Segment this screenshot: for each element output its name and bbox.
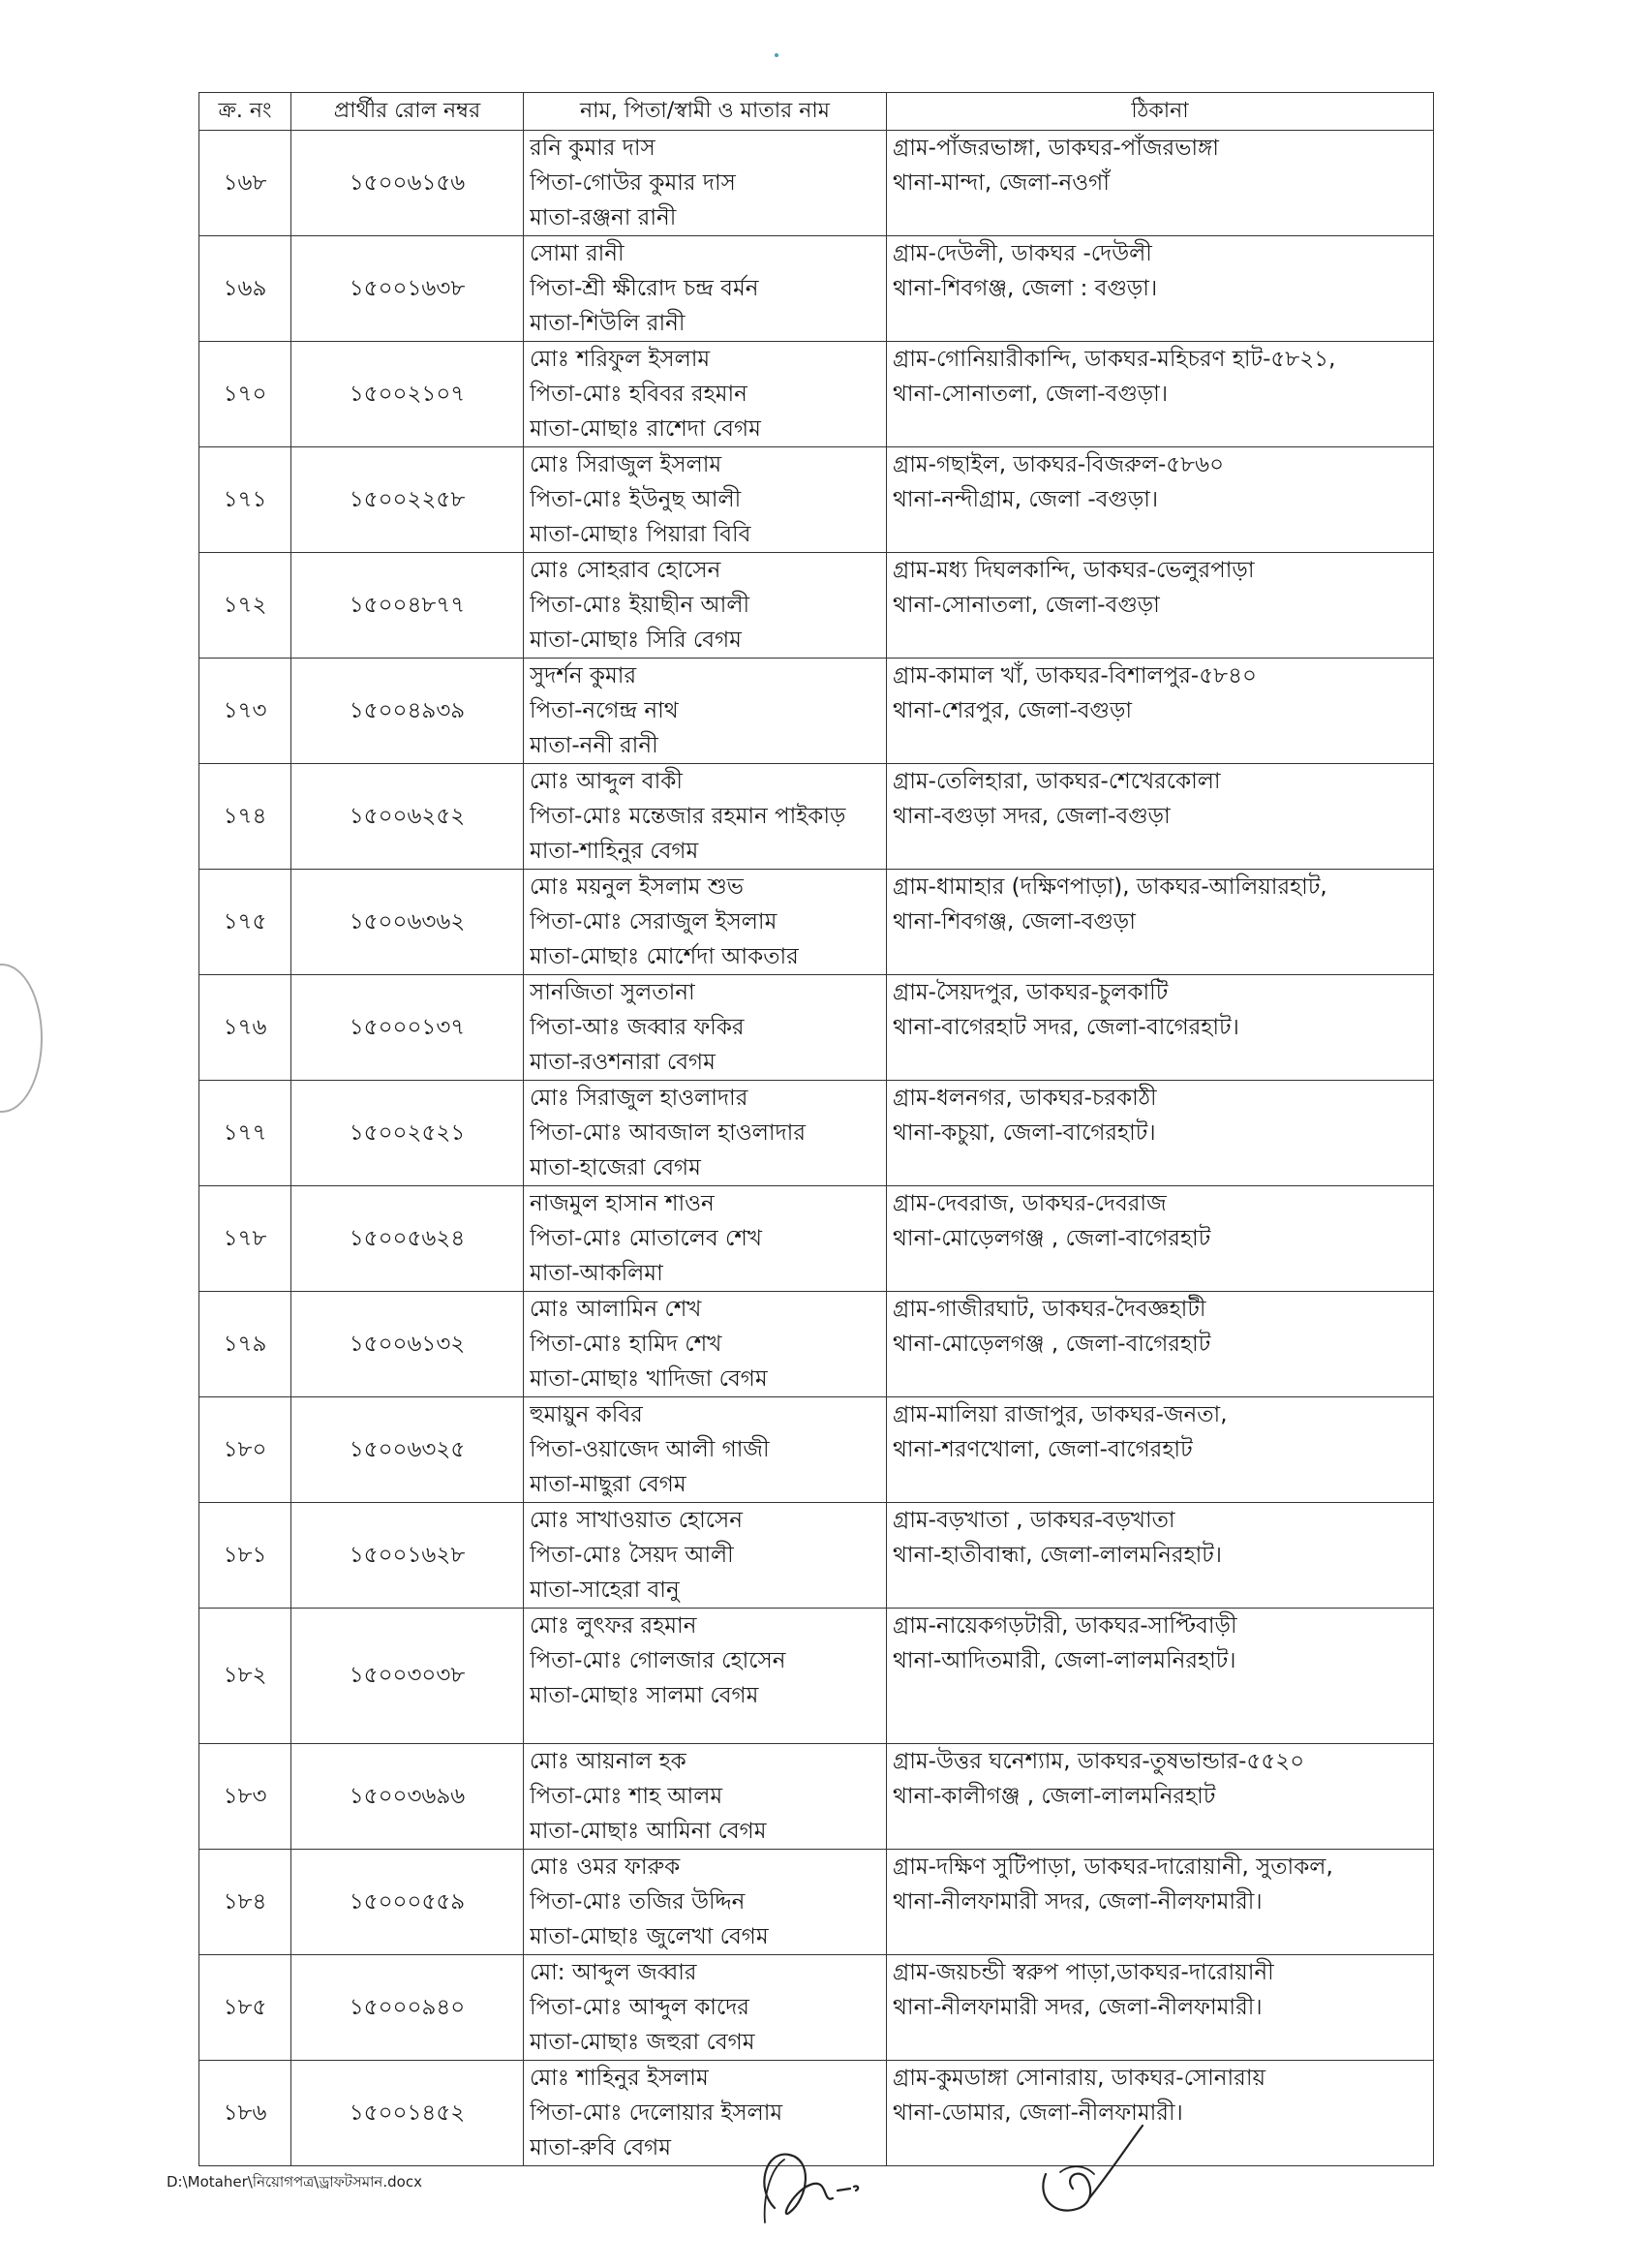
father-name: পিতা-গোউর কুমার দাস xyxy=(530,170,736,196)
mother-name: মাতা-শাহিনুর বেগম xyxy=(530,839,699,864)
table-row xyxy=(199,764,1434,870)
father-name: পিতা-মোঃ তজির উদ্দিন xyxy=(530,1889,746,1915)
row-address xyxy=(887,1850,1434,1955)
candidate-name: মোঃ সোহরাব হোসেন xyxy=(530,558,721,583)
row-roll-number: ১৫০০৪৮৭৭ xyxy=(291,553,524,659)
table-row xyxy=(199,1955,1434,2061)
mother-name: মাতা-মোছাঃ মোর্শেদা আকতার xyxy=(530,944,799,969)
candidate-name: মোঃ সাখাওয়াত হোসেন xyxy=(530,1508,743,1533)
row-address xyxy=(887,1609,1434,1744)
row-serial: ১৮৩ xyxy=(199,1744,291,1850)
mother-name: মাতা-মোছাঃ আমিনা বেগম xyxy=(530,1819,767,1844)
table-row xyxy=(199,1397,1434,1503)
row-serial: ১৭৩ xyxy=(199,659,291,764)
address-district-line: থানা-হাতীবান্ধা, জেলা-লালমনিরহাট। xyxy=(893,1543,1223,1568)
address-village-line: গ্রাম-তেলিহারা, ডাকঘর-শেখেরকোলা xyxy=(893,769,1221,794)
table-row xyxy=(199,870,1434,975)
row-roll-number: ১৫০০০৫৫৯ xyxy=(291,1850,524,1955)
address-village-line: গ্রাম-নায়েকগড়টারী, ডাকঘর-সাপ্টিবাড়ী xyxy=(893,1613,1237,1639)
row-serial: ১৭৬ xyxy=(199,975,291,1081)
row-roll-number: ১৫০০০১৩৭ xyxy=(291,975,524,1081)
header-roll: প্রার্থীর রোল নম্বর xyxy=(291,93,524,131)
row-roll-number: ১৫০০২১০৭ xyxy=(291,342,524,447)
candidate-name: মোঃ সিরাজুল হাওলাদার xyxy=(530,1086,748,1111)
row-serial: ১৭৮ xyxy=(199,1186,291,1292)
father-name: পিতা-মোঃ আবজাল হাওলাদার xyxy=(530,1120,806,1146)
row-address xyxy=(887,764,1434,870)
row-roll-number: ১৫০০৩০৩৮ xyxy=(291,1609,524,1744)
row-serial: ১৭৭ xyxy=(199,1081,291,1186)
row-roll-number: ১৫০০৬১৫৬ xyxy=(291,131,524,236)
mother-name: মাতা-হাজেরা বেগম xyxy=(530,1155,701,1180)
table-row xyxy=(199,1081,1434,1186)
row-roll-number: ১৫০০২৫২১ xyxy=(291,1081,524,1186)
mother-name: মাতা-মোছাঃ খাদিজা বেগম xyxy=(530,1366,768,1392)
row-serial: ১৭৪ xyxy=(199,764,291,870)
table-row xyxy=(199,1186,1434,1292)
signature-right xyxy=(1017,2116,1172,2232)
row-address xyxy=(887,131,1434,236)
scan-speck xyxy=(775,53,778,57)
candidate-name: মো: আব্দুল জব্বার xyxy=(530,1960,697,1985)
address-district-line: থানা-নীলফামারী সদর, জেলা-নীলফামারী। xyxy=(893,1995,1263,2020)
address-village-line: গ্রাম-সৈয়দপুর, ডাকঘর-চুলকাটি xyxy=(893,980,1169,1005)
mother-name: মাতা-ননী রানী xyxy=(530,733,658,758)
address-village-line: গ্রাম-দেউলী, ডাকঘর -দেউলী xyxy=(893,241,1152,266)
address-district-line: থানা-মোড়েলগঞ্জ , জেলা-বাগেরহাট xyxy=(893,1226,1211,1251)
father-name: পিতা-নগেন্দ্র নাথ xyxy=(530,698,679,723)
row-names xyxy=(524,447,887,553)
row-serial: ১৮৪ xyxy=(199,1850,291,1955)
table-row xyxy=(199,659,1434,764)
row-roll-number: ১৫০০৪৯৩৯ xyxy=(291,659,524,764)
address-village-line: গ্রাম-গছাইল, ডাকঘর-বিজরুল-৫৮৬০ xyxy=(893,452,1225,477)
father-name: পিতা-মোঃ হামিদ শেখ xyxy=(530,1332,722,1357)
row-names xyxy=(524,1955,887,2061)
address-village-line: গ্রাম-কামাল খাঁ, ডাকঘর-বিশালপুর-৫৮৪০ xyxy=(893,663,1257,689)
address-district-line: থানা-নীলফামারী সদর, জেলা-নীলফামারী। xyxy=(893,1889,1263,1915)
mother-name: মাতা-মোছাঃ সিরি বেগম xyxy=(530,628,742,653)
row-names xyxy=(524,659,887,764)
row-address xyxy=(887,1186,1434,1292)
mother-name: মাতা-মোছাঃ রাশেদা বেগম xyxy=(530,416,761,442)
table-row xyxy=(199,1292,1434,1397)
father-name: পিতা-মোঃ মোতালেব শেখ xyxy=(530,1226,763,1251)
address-village-line: গ্রাম-দক্ষিণ সুটিপাড়া, ডাকঘর-দারোয়ানী, সুতাকল, xyxy=(893,1854,1333,1880)
row-names xyxy=(524,1186,887,1292)
table-row xyxy=(199,236,1434,342)
row-address xyxy=(887,1503,1434,1609)
signature-left xyxy=(736,2130,891,2237)
mother-name: মাতা-রুবি বেগম xyxy=(530,2135,671,2161)
row-serial: ১৮২ xyxy=(199,1609,291,1744)
row-names xyxy=(524,1081,887,1186)
row-address xyxy=(887,342,1434,447)
candidate-name: সোমা রানী xyxy=(530,241,625,266)
row-serial: ১৭২ xyxy=(199,553,291,659)
row-roll-number: ১৫০০২২৫৮ xyxy=(291,447,524,553)
mother-name: মাতা-মোছাঃ জহুরা বেগম xyxy=(530,2030,755,2055)
row-names xyxy=(524,236,887,342)
row-address xyxy=(887,236,1434,342)
candidate-name: মোঃ ময়নুল ইসলাম শুভ xyxy=(530,874,744,900)
row-serial: ১৮৬ xyxy=(199,2061,291,2166)
address-district-line: থানা-কচুয়া, জেলা-বাগেরহাট। xyxy=(893,1120,1156,1146)
header-address: ঠিকানা xyxy=(887,93,1434,131)
row-names xyxy=(524,870,887,975)
row-serial: ১৭১ xyxy=(199,447,291,553)
header-serial: ক্র. নং xyxy=(199,93,291,131)
candidate-name: মোঃ আয়নাল হক xyxy=(530,1749,686,1774)
row-names xyxy=(524,1397,887,1503)
address-district-line: থানা-বাগেরহাট সদর, জেলা-বাগেরহাট। xyxy=(893,1015,1239,1040)
row-roll-number: ১৫০০৩৬৯৬ xyxy=(291,1744,524,1850)
address-village-line: গ্রাম-দেবরাজ, ডাকঘর-দেবরাজ xyxy=(893,1191,1167,1216)
table-row xyxy=(199,1744,1434,1850)
row-serial: ১৬৯ xyxy=(199,236,291,342)
address-village-line: গ্রাম-গাজীরঘাট, ডাকঘর-দৈবজ্ঞহাটী xyxy=(893,1297,1206,1322)
candidate-name: মোঃ আলামিন শেখ xyxy=(530,1297,702,1322)
father-name: পিতা-মোঃ হবিবর রহমান xyxy=(530,382,747,407)
row-roll-number: ১৫০০০৯৪০ xyxy=(291,1955,524,2061)
candidate-name: মোঃ সিরাজুল ইসলাম xyxy=(530,452,722,477)
father-name: পিতা-মোঃ শাহ আলম xyxy=(530,1784,723,1809)
table-row xyxy=(199,447,1434,553)
candidate-name: মোঃ শাহিনুর ইসলাম xyxy=(530,2066,709,2091)
candidate-name: রনি কুমার দাস xyxy=(530,136,655,161)
row-names xyxy=(524,1609,887,1744)
row-roll-number: ১৫০০৬২৫২ xyxy=(291,764,524,870)
candidate-name: হুমায়ুন কবির xyxy=(530,1402,643,1427)
row-names xyxy=(524,553,887,659)
candidate-table xyxy=(198,92,1434,2166)
mother-name: মাতা-রওশনারা বেগম xyxy=(530,1050,716,1075)
mother-name: মাতা-মাছুরা বেগম xyxy=(530,1472,686,1497)
table-row xyxy=(199,342,1434,447)
candidate-name: মোঃ ওমর ফারুক xyxy=(530,1854,681,1880)
father-name: পিতা-মোঃ দেলোয়ার ইসলাম xyxy=(530,2100,783,2126)
row-roll-number: ১৫০০৫৬২৪ xyxy=(291,1186,524,1292)
address-village-line: গ্রাম-উত্তর ঘনেশ্যাম, ডাকঘর-তুষভান্ডার-৫৫২০ xyxy=(893,1749,1305,1774)
father-name: পিতা-মোঃ সেরাজুল ইসলাম xyxy=(530,909,777,935)
mother-name: মাতা-মোছাঃ জুলেখা বেগম xyxy=(530,1924,769,1949)
address-village-line: গ্রাম-ধলনগর, ডাকঘর-চরকাঠী xyxy=(893,1086,1157,1111)
row-serial: ১৭৫ xyxy=(199,870,291,975)
row-roll-number: ১৫০০৬৩২৫ xyxy=(291,1397,524,1503)
father-name: পিতা-মোঃ গোলজার হোসেন xyxy=(530,1648,786,1673)
father-name: পিতা-শ্রী ক্ষীরোদ চন্দ্র বর্মন xyxy=(530,276,759,301)
mother-name: মাতা-মোছাঃ সালমা বেগম xyxy=(530,1683,759,1708)
row-address xyxy=(887,447,1434,553)
address-village-line: গ্রাম-গোনিয়ারীকান্দি, ডাকঘর-মহিচরণ হাট-৫৮২১, xyxy=(893,347,1336,372)
row-roll-number: ১৫০০১৬৩৮ xyxy=(291,236,524,342)
table-row xyxy=(199,1503,1434,1609)
table-row xyxy=(199,553,1434,659)
row-names xyxy=(524,1503,887,1609)
address-district-line: থানা-নন্দীগ্রাম, জেলা -বগুড়া। xyxy=(893,487,1159,512)
row-address xyxy=(887,870,1434,975)
address-district-line: থানা-বগুড়া সদর, জেলা-বগুড়া xyxy=(893,804,1171,829)
row-names xyxy=(524,1744,887,1850)
row-roll-number: ১৫০০১৬২৮ xyxy=(291,1503,524,1609)
father-name: পিতা-মোঃ ইয়াছীন আলী xyxy=(530,593,750,618)
table-row xyxy=(199,131,1434,236)
mother-name: মাতা-রঞ্জনা রানী xyxy=(530,205,677,230)
row-address xyxy=(887,1955,1434,2061)
row-names xyxy=(524,1292,887,1397)
address-village-line: গ্রাম-ধামাহার (দক্ষিণপাড়া), ডাকঘর-আলিয়ারহাট, xyxy=(893,874,1327,900)
row-serial: ১৮১ xyxy=(199,1503,291,1609)
mother-name: মাতা-সাহেরা বানু xyxy=(530,1578,680,1603)
table-row xyxy=(199,1850,1434,1955)
candidate-name: সুদর্শন কুমার xyxy=(530,663,637,689)
address-village-line: গ্রাম-কুমডাঙ্গা সোনারায়, ডাকঘর-সোনারায় xyxy=(893,2066,1266,2091)
row-names xyxy=(524,131,887,236)
father-name: পিতা-মোঃ সৈয়দ আলী xyxy=(530,1543,734,1568)
address-district-line: থানা-শিবগঞ্জ, জেলা : বগুড়া। xyxy=(893,276,1158,301)
address-village-line: গ্রাম-বড়খাতা , ডাকঘর-বড়খাতা xyxy=(893,1508,1175,1533)
row-names xyxy=(524,342,887,447)
table-body xyxy=(199,131,1434,2166)
row-serial: ১৮০ xyxy=(199,1397,291,1503)
row-names xyxy=(524,1850,887,1955)
father-name: পিতা-মোঃ ইউনুছ আলী xyxy=(530,487,742,512)
row-address xyxy=(887,1081,1434,1186)
row-names xyxy=(524,764,887,870)
address-village-line: গ্রাম-মধ্য দিঘলকান্দি, ডাকঘর-ভেলুরপাড়া xyxy=(893,558,1255,583)
row-address xyxy=(887,975,1434,1081)
mother-name: মাতা-শিউলি রানী xyxy=(530,311,686,336)
row-serial: ১৬৮ xyxy=(199,131,291,236)
candidate-name: নাজমুল হাসান শাওন xyxy=(530,1191,715,1216)
address-district-line: থানা-মোড়েলগঞ্জ , জেলা-বাগেরহাট xyxy=(893,1332,1211,1357)
address-district-line: থানা-মান্দা, জেলা-নওগাঁ xyxy=(893,170,1110,196)
address-district-line: থানা-সোনাতলা, জেলা-বগুড়া। xyxy=(893,382,1169,407)
header-names: নাম, পিতা/স্বামী ও মাতার নাম xyxy=(524,93,887,131)
table-row xyxy=(199,1609,1434,1744)
row-address xyxy=(887,659,1434,764)
address-village-line: গ্রাম-পাঁজরভাঙ্গা, ডাকঘর-পাঁজরভাঙ্গা xyxy=(893,136,1219,161)
row-serial: ১৭০ xyxy=(199,342,291,447)
file-path-footer: D:\Motaher\নিয়োগপত্র\ড্রাফটসমান.docx xyxy=(167,2173,422,2191)
address-district-line: থানা-শিবগঞ্জ, জেলা-বগুড়া xyxy=(893,909,1136,935)
address-village-line: গ্রাম-মালিয়া রাজাপুর, ডাকঘর-জনতা, xyxy=(893,1402,1228,1427)
candidate-name: সানজিতা সুলতানা xyxy=(530,980,695,1005)
row-address xyxy=(887,1744,1434,1850)
father-name: পিতা-মোঃ মন্তেজার রহমান পাইকাড় xyxy=(530,804,846,829)
address-village-line: গ্রাম-জয়চন্ডী স্বরুপ পাড়া,ডাকঘর-দারোয়ানী xyxy=(893,1960,1274,1985)
row-roll-number: ১৫০০১৪৫২ xyxy=(291,2061,524,2166)
row-roll-number: ১৫০০৬১৩২ xyxy=(291,1292,524,1397)
address-district-line: থানা-সোনাতলা, জেলা-বগুড়া xyxy=(893,593,1160,618)
candidate-name: মোঃ লুৎফর রহমান xyxy=(530,1613,697,1639)
row-serial: ১৮৫ xyxy=(199,1955,291,2061)
address-district-line: থানা-কালীগঞ্জ , জেলা-লালমনিরহাট xyxy=(893,1784,1216,1809)
father-name: পিতা-আঃ জব্বার ফকির xyxy=(530,1015,745,1040)
row-address xyxy=(887,1397,1434,1503)
table-row xyxy=(199,975,1434,1081)
mother-name: মাতা-আকলিমা xyxy=(530,1261,663,1286)
row-names xyxy=(524,975,887,1081)
address-district-line: থানা-আদিতমারী, জেলা-লালমনিরহাট। xyxy=(893,1648,1236,1673)
father-name: পিতা-মোঃ আব্দুল কাদের xyxy=(530,1995,749,2020)
candidate-name: মোঃ আব্দুল বাকী xyxy=(530,769,683,794)
punch-hole-mark xyxy=(0,964,43,1113)
father-name: পিতা-ওয়াজেদ আলী গাজী xyxy=(530,1437,770,1462)
row-address xyxy=(887,1292,1434,1397)
address-district-line: থানা-শেরপুর, জেলা-বগুড়া xyxy=(893,698,1133,723)
row-address xyxy=(887,553,1434,659)
table-header-row xyxy=(199,93,1434,131)
candidate-name: মোঃ শরিফুল ইসলাম xyxy=(530,347,711,372)
mother-name: মাতা-মোছাঃ পিয়ারা বিবি xyxy=(530,522,751,547)
row-serial: ১৭৯ xyxy=(199,1292,291,1397)
address-district-line: থানা-শরণখোলা, জেলা-বাগেরহাট xyxy=(893,1437,1193,1462)
address-district-line: থানা-ডোমার, জেলা-নীলফামারী। xyxy=(893,2100,1183,2126)
row-roll-number: ১৫০০৬৩৬২ xyxy=(291,870,524,975)
